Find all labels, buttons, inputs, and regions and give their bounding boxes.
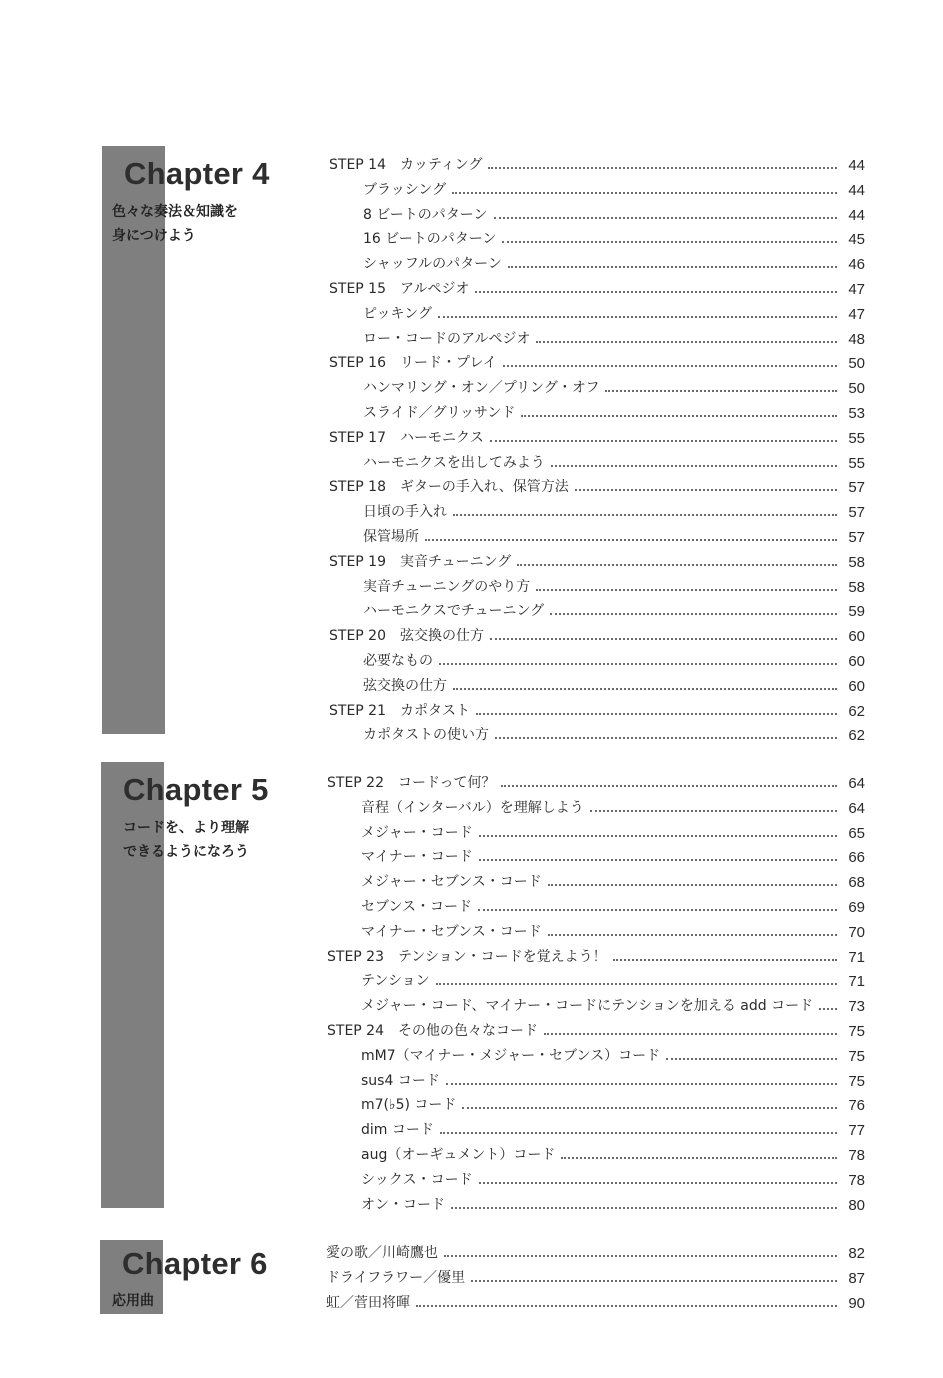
toc-entry-title: ハーモニクスを出してみよう	[363, 454, 545, 471]
toc-page-number: 87	[848, 1269, 865, 1287]
toc-step-label: STEP 21	[329, 702, 386, 719]
toc-page-number: 68	[848, 874, 865, 892]
toc-step-label: STEP 20	[329, 628, 386, 645]
dot-leader	[478, 909, 837, 911]
toc-page-number: 65	[848, 824, 865, 842]
toc-page-number: 75	[848, 1047, 865, 1065]
toc-entry-title: リード・プレイ	[400, 355, 497, 372]
toc-page-number: 47	[848, 281, 865, 298]
toc-entry	[361, 1165, 865, 1189]
toc-page-number: 82	[848, 1245, 865, 1262]
dot-leader	[503, 365, 837, 367]
toc-entry-title: その他の色々なコード	[398, 1023, 538, 1039]
dot-leader	[476, 713, 837, 715]
toc-entry	[363, 497, 865, 521]
toc-step-entry	[329, 348, 865, 372]
toc-page-number: 60	[848, 677, 865, 695]
toc-page-number: 59	[848, 603, 865, 621]
toc-entry	[361, 1190, 865, 1214]
toc-entry	[361, 892, 865, 916]
chapter-6-subtitle-line-1: 応用曲	[112, 1293, 154, 1309]
toc-entry	[363, 596, 865, 620]
toc-entry-title: カッティング	[400, 157, 483, 173]
toc-entry	[363, 671, 865, 695]
toc-entry	[361, 991, 865, 1015]
dot-leader	[479, 1182, 837, 1184]
toc-step-label: STEP 14	[329, 157, 386, 173]
toc-step-label: STEP 23	[327, 948, 384, 965]
toc-page-number: 47	[848, 305, 865, 323]
toc-page-number: 69	[848, 899, 865, 916]
toc-step-label: STEP 18	[329, 479, 386, 496]
chapter-5-subtitle-line-1: コードを、より理解	[123, 820, 249, 836]
dot-leader	[440, 1132, 837, 1134]
dot-leader	[544, 1033, 837, 1035]
toc-step-entry	[329, 472, 865, 496]
toc-entry	[361, 1115, 865, 1139]
toc-entry-title: 愛の歌／川崎鷹也	[326, 1245, 438, 1261]
toc-page-number: 62	[848, 702, 865, 720]
toc-page-number: 62	[848, 727, 865, 745]
chapter-4-subtitle-line-1: 色々な奏法＆知識を	[112, 204, 238, 220]
toc-entry-title: dim コード	[361, 1122, 434, 1139]
toc-entry	[363, 224, 865, 248]
toc-entry	[361, 842, 865, 866]
dot-leader	[551, 465, 837, 467]
toc-page-number: 78	[848, 1147, 865, 1164]
toc-entry-title: カポタスト	[400, 702, 470, 719]
toc-page-number: 64	[848, 799, 865, 817]
dot-leader	[502, 241, 837, 243]
toc-entry-title: 8 ビートのパターン	[363, 206, 488, 223]
toc-page-number: 57	[848, 479, 865, 497]
dot-leader	[471, 1280, 837, 1282]
toc-entry	[361, 793, 865, 817]
toc-page-number: 70	[848, 923, 865, 941]
toc-page-number: 90	[848, 1294, 865, 1312]
toc-step-entry	[327, 768, 865, 792]
toc-entry-title: 実音チューニングのやり方	[363, 578, 531, 595]
toc-entry	[361, 867, 865, 891]
toc-page-number: 64	[848, 775, 865, 792]
toc-page-number: 55	[848, 454, 865, 472]
dot-leader	[439, 663, 837, 665]
toc-entry	[363, 646, 865, 670]
toc-entry-title: スライド／グリッサンド	[363, 405, 516, 421]
toc-page-number: 53	[848, 405, 865, 422]
dot-leader	[517, 564, 837, 566]
toc-entry-title: ハンマリング・オン／プリング・オフ	[363, 380, 600, 397]
chapter-6-title: Chapter 6	[122, 1246, 268, 1281]
toc-page-number: 57	[848, 504, 865, 522]
toc-entry-title: aug（オーギュメント）コード	[361, 1147, 556, 1163]
dot-leader	[438, 316, 837, 318]
toc-entry	[363, 373, 865, 397]
chapter-5-subtitle-line-2: できるようになろう	[123, 844, 249, 860]
toc-step-entry	[327, 942, 865, 966]
toc-entry-title: コードって何？	[398, 775, 496, 791]
dot-leader	[819, 1008, 837, 1010]
toc-entry-title: 日頃の手入れ	[363, 504, 447, 521]
toc-page-number: 75	[848, 1023, 865, 1040]
toc-entry	[363, 200, 865, 224]
toc-page-number: 45	[848, 231, 865, 249]
toc-entry-title: メジャー・セブンス・コード	[361, 874, 542, 891]
dot-leader	[501, 785, 837, 787]
dot-leader	[548, 884, 837, 886]
dot-leader	[436, 983, 837, 985]
toc-step-entry	[327, 1016, 865, 1040]
dot-leader	[605, 390, 837, 392]
toc-step-entry	[329, 423, 865, 447]
toc-page-number: 46	[848, 256, 865, 274]
dot-leader	[452, 192, 837, 194]
toc-entry	[361, 1041, 865, 1065]
toc-entry	[363, 522, 865, 546]
toc-page-number: 66	[848, 849, 865, 867]
toc-entry	[326, 1263, 865, 1287]
dot-leader	[479, 835, 837, 837]
dot-leader	[475, 291, 837, 293]
toc-entry	[363, 324, 865, 348]
dot-leader	[521, 415, 837, 417]
toc-page-number: 58	[848, 578, 865, 596]
toc-entry	[363, 720, 865, 744]
toc-page-number: 73	[848, 998, 865, 1016]
toc-page-number: 58	[848, 553, 865, 571]
toc-entry-title: 16 ビートのパターン	[363, 231, 497, 248]
dot-leader	[494, 217, 837, 219]
toc-page-number: 80	[848, 1196, 865, 1214]
dot-leader	[453, 514, 837, 516]
toc-step-label: STEP 22	[327, 775, 384, 791]
toc-entry-title: 音程（インターバル）を理解しよう	[361, 799, 584, 816]
toc-entry-title: ブラッシング	[363, 181, 447, 198]
dot-leader	[550, 613, 837, 615]
toc-entry-title: マイナー・コード	[361, 849, 473, 866]
toc-entry	[361, 1066, 865, 1090]
toc-page-number: 71	[848, 948, 865, 966]
toc-entry	[363, 448, 865, 472]
dot-leader	[479, 859, 837, 861]
toc-page-number: 55	[848, 429, 865, 447]
toc-entry-title: オン・コード	[361, 1196, 445, 1213]
toc-entry	[361, 1090, 865, 1114]
toc-entry-title: m7(♭5) コード	[361, 1097, 457, 1114]
toc-entry	[363, 398, 865, 422]
toc-entry	[361, 818, 865, 842]
toc-step-label: STEP 16	[329, 355, 386, 372]
dot-leader	[462, 1107, 837, 1109]
toc-entry-title: 弦交換の仕方	[400, 628, 484, 645]
dot-leader	[536, 589, 837, 591]
toc-entry	[361, 917, 865, 941]
toc-step-entry	[329, 150, 865, 174]
toc-page-number: 50	[848, 355, 865, 373]
toc-page-number: 71	[848, 973, 865, 991]
toc-step-entry	[329, 621, 865, 645]
toc-entry-title: アルペジオ	[400, 281, 470, 297]
toc-entry	[326, 1238, 865, 1262]
toc-entry-title: メジャー・コード、マイナー・コードにテンションを加える add コード	[361, 998, 814, 1015]
chapter-4-title: Chapter 4	[124, 156, 270, 191]
toc-step-label: STEP 24	[327, 1023, 384, 1039]
toc-page-number: 75	[848, 1072, 865, 1090]
toc-page-number: 78	[848, 1171, 865, 1189]
toc-page-number: 48	[848, 330, 865, 348]
dot-leader	[561, 1157, 837, 1159]
toc-entry-title: ドライフラワー／優里	[326, 1269, 466, 1286]
toc-entry-title: ハーモニクス	[400, 429, 484, 446]
dot-leader	[416, 1305, 837, 1307]
dot-leader	[508, 266, 837, 268]
toc-entry-title: sus4 コード	[361, 1072, 440, 1089]
toc-entry-title: 必要なもの	[363, 653, 433, 669]
dot-leader	[536, 341, 837, 343]
toc-entry-title: ピッキング	[363, 305, 433, 322]
toc-entry-title: シャッフルのパターン	[363, 256, 502, 273]
toc-entry	[361, 966, 865, 990]
chapter-4-subtitle-line-2: 身につけよう	[112, 228, 196, 244]
toc-entry-title: mM7（マイナー・メジャー・セブンス）コード	[361, 1047, 661, 1064]
chapter-5-title: Chapter 5	[123, 772, 269, 807]
dot-leader	[488, 167, 837, 169]
toc-entry	[363, 299, 865, 323]
toc-step-label: STEP 17	[329, 429, 386, 446]
toc-page-number: 60	[848, 628, 865, 646]
toc-entry	[363, 572, 865, 596]
toc-entry-title: シックス・コード	[361, 1171, 473, 1188]
toc-entry-title: メジャー・コード	[361, 824, 473, 841]
toc-step-entry	[329, 696, 865, 720]
toc-entry-title: 実音チューニング	[400, 553, 512, 570]
toc-page-number: 44	[848, 157, 865, 174]
toc-entry-title: 虹／菅田将暉	[326, 1294, 410, 1311]
dot-leader	[590, 810, 837, 812]
toc-entry	[363, 175, 865, 199]
dot-leader	[495, 737, 837, 739]
toc-page-number: 44	[848, 206, 865, 224]
toc-page-number: 60	[848, 653, 865, 670]
toc-entry-title: マイナー・セブンス・コード	[361, 923, 542, 940]
toc-entry-title: カポタストの使い方	[363, 727, 489, 744]
toc-entry-title: テンション	[361, 973, 430, 990]
dot-leader	[548, 934, 837, 936]
toc-page-number: 77	[848, 1122, 865, 1140]
toc-entry-title: ハーモニクスでチューニング	[363, 603, 545, 620]
dot-leader	[446, 1083, 837, 1085]
toc-page-number: 50	[848, 380, 865, 398]
toc-page-number: 57	[848, 529, 865, 546]
toc-page-number: 44	[848, 181, 865, 199]
dot-leader	[575, 489, 837, 491]
toc-entry-title: 保管場所	[363, 529, 419, 545]
toc-entry-title: ロー・コードのアルペジオ	[363, 330, 531, 347]
toc-step-label: STEP 19	[329, 553, 386, 570]
toc-entry	[361, 1140, 865, 1164]
toc-page-number: 76	[848, 1097, 865, 1115]
toc-entry-title: ギターの手入れ、保管方法	[400, 479, 569, 496]
toc-step-label: STEP 15	[329, 281, 386, 297]
dot-leader	[613, 959, 837, 961]
toc-entry-title: 弦交換の仕方	[363, 677, 447, 694]
toc-entry-title: セブンス・コード	[361, 899, 473, 915]
dot-leader	[490, 638, 837, 640]
dot-leader	[451, 1207, 837, 1209]
toc-entry-title: テンション・コードを覚えよう！	[398, 948, 607, 965]
dot-leader	[453, 688, 837, 690]
toc-step-entry	[329, 274, 865, 298]
dot-leader	[490, 440, 837, 442]
toc-entry	[326, 1288, 865, 1312]
toc-step-entry	[329, 547, 865, 571]
dot-leader	[425, 539, 837, 541]
dot-leader	[444, 1255, 837, 1257]
toc-entry	[363, 249, 865, 273]
dot-leader	[666, 1058, 837, 1060]
